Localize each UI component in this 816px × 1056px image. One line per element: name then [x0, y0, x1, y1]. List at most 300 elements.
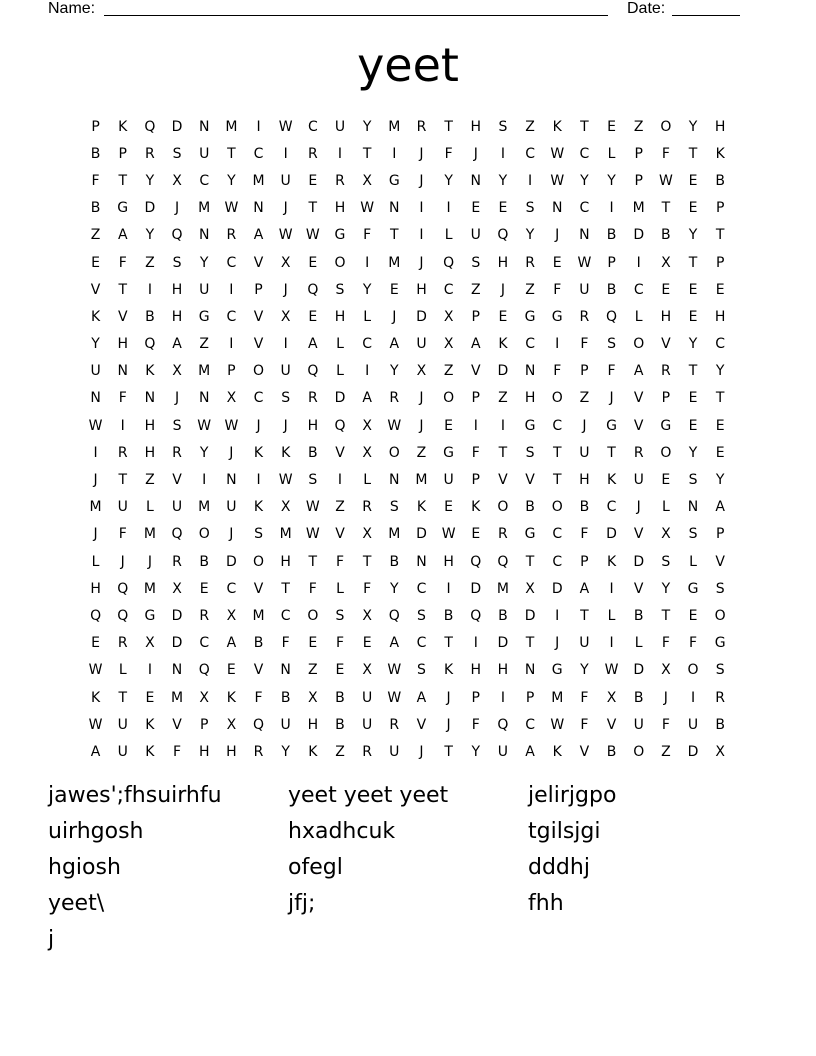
grid-letter: Q: [470, 553, 482, 570]
puzzle-title: yeet: [357, 38, 459, 92]
grid-letter: L: [336, 336, 344, 353]
grid-letter: G: [334, 227, 346, 244]
grid-letter: H: [714, 308, 726, 325]
grid-letter: W: [88, 662, 103, 679]
grid-letter: A: [579, 580, 590, 597]
grid-letter: M: [225, 118, 238, 135]
grid-letter: V: [172, 472, 182, 489]
grid-letter: T: [444, 118, 453, 135]
grid-letter: R: [416, 118, 427, 135]
grid-letter: O: [633, 336, 645, 353]
grid-letter: R: [117, 444, 128, 461]
word-list-item: fhh: [528, 891, 564, 916]
grid-letter: O: [714, 607, 726, 624]
grid-letter: S: [335, 607, 345, 624]
grid-letter: E: [335, 662, 345, 679]
grid-letter: N: [524, 363, 536, 380]
word-list: [48, 782, 768, 962]
grid-letter: F: [335, 635, 345, 652]
grid-letter: Z: [335, 499, 345, 516]
grid-letter: L: [607, 607, 616, 624]
grid-letter: W: [550, 145, 565, 162]
grid-letter: Y: [471, 743, 481, 760]
grid-letter: X: [661, 662, 671, 679]
grid-letter: I: [93, 444, 98, 461]
grid-letter: V: [715, 553, 725, 570]
grid-letter: M: [143, 580, 156, 597]
grid-letter: B: [606, 227, 617, 244]
grid-letter: E: [199, 580, 209, 597]
grid-letter: U: [117, 716, 128, 733]
grid-letter: H: [307, 716, 319, 733]
grid-letter: Z: [498, 390, 508, 407]
grid-letter: I: [202, 472, 207, 489]
grid-letter: D: [687, 743, 699, 760]
grid-letter: J: [446, 689, 451, 706]
grid-letter: N: [171, 662, 183, 679]
grid-letter: Y: [281, 743, 290, 760]
grid-letter: O: [443, 390, 455, 407]
grid-letter: H: [171, 308, 183, 325]
word-list-item: hgiosh: [48, 855, 121, 880]
grid-letter: Z: [525, 281, 535, 298]
grid-letter: J: [419, 172, 424, 189]
grid-letter: K: [471, 499, 481, 516]
grid-letter: M: [198, 499, 211, 516]
grid-letter: I: [473, 417, 478, 434]
grid-letter: T: [688, 363, 698, 380]
grid-letter: D: [171, 118, 183, 135]
grid-letter: I: [229, 281, 234, 298]
grid-letter: X: [280, 308, 291, 325]
word-list-item: jawes';fhsuirhfu: [48, 783, 222, 808]
grid-letter: S: [498, 118, 508, 135]
grid-letter: J: [174, 200, 180, 217]
grid-letter: T: [390, 227, 399, 244]
grid-letter: F: [173, 743, 182, 760]
grid-letter: V: [416, 716, 427, 733]
grid-letter: E: [688, 308, 698, 325]
grid-letter: E: [688, 200, 698, 217]
grid-letter: F: [118, 254, 127, 271]
grid-letter: F: [118, 390, 127, 407]
grid-letter: W: [224, 200, 239, 217]
grid-letter: V: [579, 743, 590, 760]
grid-letter: Y: [580, 662, 589, 679]
grid-letter: I: [365, 363, 370, 380]
grid-letter: S: [417, 662, 426, 679]
grid-letter: E: [688, 172, 698, 189]
grid-letter: V: [525, 472, 535, 489]
grid-letter: C: [579, 200, 590, 217]
grid-letter: J: [147, 553, 152, 570]
grid-letter: H: [470, 118, 482, 135]
grid-letter: S: [254, 526, 263, 543]
grid-letter: M: [496, 580, 509, 597]
grid-letter: Q: [117, 580, 129, 597]
grid-letter: M: [252, 172, 265, 189]
grid-letter: P: [199, 716, 209, 733]
grid-letter: P: [580, 553, 589, 570]
grid-row: [82, 140, 734, 167]
grid-letter: B: [90, 145, 101, 162]
grid-letter: Q: [497, 227, 509, 244]
grid-letter: Y: [444, 172, 453, 189]
grid-letter: W: [278, 227, 293, 244]
grid-letter: E: [688, 390, 698, 407]
grid-letter: B: [633, 607, 644, 624]
grid-letter: V: [661, 336, 671, 353]
grid-letter: X: [443, 308, 454, 325]
grid-letter: H: [443, 553, 454, 570]
grid-letter: F: [580, 716, 589, 733]
grid-letter: U: [90, 363, 101, 380]
grid-letter: T: [118, 281, 128, 298]
grid-letter: T: [444, 635, 453, 652]
grid-letter: S: [308, 472, 318, 489]
grid-letter: Q: [606, 308, 618, 325]
word-list-item: jelirjgpo: [528, 783, 617, 808]
grid-row: [82, 630, 734, 657]
grid-letter: X: [606, 689, 617, 706]
grid-letter: C: [226, 254, 237, 271]
grid-letter: R: [362, 499, 372, 516]
grid-letter: U: [497, 743, 509, 760]
grid-letter: H: [497, 254, 509, 271]
grid-letter: H: [579, 472, 590, 489]
grid-letter: J: [229, 444, 234, 461]
grid-letter: K: [552, 743, 562, 760]
grid-letter: U: [470, 227, 481, 244]
grid-letter: L: [689, 553, 697, 570]
grid-row: [82, 602, 734, 629]
grid-letter: N: [144, 390, 156, 407]
grid-letter: X: [443, 336, 454, 353]
grid-letter: B: [145, 308, 155, 325]
grid-letter: L: [634, 635, 643, 652]
grid-letter: P: [471, 308, 480, 325]
grid-letter: J: [93, 472, 98, 489]
grid-letter: M: [143, 526, 156, 543]
grid-row: [82, 113, 734, 140]
grid-letter: V: [606, 716, 617, 733]
grid-letter: D: [416, 308, 427, 325]
grid-letter: F: [118, 526, 127, 543]
grid-letter: N: [470, 172, 481, 189]
grid-letter: J: [120, 553, 125, 570]
grid-letter: D: [144, 200, 156, 217]
grid-letter: E: [471, 200, 481, 217]
grid-row: [82, 331, 734, 358]
word-list-item: yeet yeet yeet: [288, 783, 449, 808]
grid-letter: E: [688, 281, 698, 298]
grid-letter: X: [199, 689, 209, 706]
grid-letter: T: [118, 172, 128, 189]
grid-letter: L: [363, 308, 372, 325]
grid-row: [82, 738, 734, 765]
grid-letter: Y: [498, 172, 508, 189]
grid-letter: H: [226, 743, 237, 760]
grid-letter: H: [470, 662, 482, 679]
grid-letter: E: [145, 689, 155, 706]
grid-letter: R: [715, 689, 726, 706]
grid-letter: H: [307, 417, 319, 434]
grid-letter: K: [118, 118, 128, 135]
grid-letter: X: [226, 390, 237, 407]
word-list-item: hxadhcuk: [288, 819, 396, 844]
grid-letter: L: [145, 499, 154, 516]
grid-letter: B: [280, 689, 291, 706]
grid-letter: R: [660, 363, 671, 380]
grid-letter: B: [335, 689, 345, 706]
grid-letter: E: [444, 499, 454, 516]
grid-letter: L: [118, 662, 127, 679]
grid-letter: X: [362, 417, 372, 434]
grid-letter: W: [387, 417, 402, 434]
grid-letter: F: [91, 172, 100, 189]
grid-letter: E: [308, 172, 318, 189]
grid-letter: G: [524, 308, 536, 325]
grid-letter: P: [580, 363, 589, 380]
grid-letter: S: [607, 336, 616, 353]
grid-letter: Z: [199, 336, 209, 353]
grid-letter: X: [172, 580, 182, 597]
grid-letter: W: [604, 662, 619, 679]
grid-letter: O: [253, 553, 265, 570]
grid-letter: M: [252, 607, 265, 624]
grid-letter: C: [525, 336, 535, 353]
grid-letter: W: [224, 417, 239, 434]
grid-letter: P: [715, 526, 725, 543]
grid-letter: C: [633, 281, 644, 298]
grid-letter: Q: [307, 281, 319, 298]
grid-letter: F: [580, 689, 589, 706]
grid-letter: E: [389, 281, 399, 298]
grid-letter: L: [634, 308, 643, 325]
grid-letter: H: [334, 308, 346, 325]
grid-letter: K: [444, 662, 454, 679]
grid-letter: Y: [525, 227, 535, 244]
grid-letter: C: [253, 390, 264, 407]
grid-letter: A: [308, 336, 318, 353]
grid-letter: N: [117, 363, 128, 380]
grid-letter: F: [254, 689, 263, 706]
grid-row: [82, 575, 734, 602]
grid-letter: S: [172, 145, 182, 162]
grid-letter: K: [281, 444, 291, 461]
grid-letter: H: [280, 553, 291, 570]
grid-letter: M: [279, 526, 292, 543]
grid-letter: Y: [715, 363, 725, 380]
grid-letter: O: [551, 390, 563, 407]
grid-letter: I: [609, 635, 614, 652]
grid-letter: H: [198, 743, 210, 760]
grid-letter: C: [552, 526, 563, 543]
grid-letter: F: [471, 716, 480, 733]
grid-letter: A: [416, 689, 427, 706]
grid-letter: F: [281, 635, 290, 652]
grid-row: [82, 521, 734, 548]
grid-letter: C: [552, 553, 563, 570]
grid-letter: Q: [144, 336, 156, 353]
grid-row: [82, 494, 734, 521]
grid-letter: E: [444, 417, 454, 434]
grid-letter: I: [473, 635, 478, 652]
grid-letter: S: [688, 472, 698, 489]
grid-letter: R: [579, 308, 590, 325]
grid-letter: S: [525, 444, 535, 461]
grid-letter: P: [118, 145, 127, 162]
grid-letter: Z: [90, 227, 101, 244]
word-list-item: tgilsjgi: [528, 819, 601, 844]
grid-letter: T: [552, 444, 562, 461]
grid-letter: I: [555, 336, 560, 353]
grid-row: [82, 222, 734, 249]
grid-letter: U: [362, 689, 373, 706]
grid-letter: F: [444, 145, 453, 162]
grid-letter: H: [660, 308, 672, 325]
grid-letter: Q: [144, 118, 156, 135]
grid-letter: E: [552, 254, 562, 271]
grid-letter: Y: [362, 281, 372, 298]
grid-letter: P: [471, 472, 480, 489]
grid-letter: I: [609, 580, 614, 597]
grid-letter: I: [500, 689, 505, 706]
grid-letter: S: [471, 254, 481, 271]
grid-letter: J: [609, 390, 614, 407]
grid-letter: U: [280, 172, 291, 189]
grid-letter: C: [226, 580, 237, 597]
grid-letter: U: [117, 499, 128, 516]
grid-letter: U: [443, 472, 454, 489]
grid-letter: U: [199, 281, 210, 298]
grid-letter: K: [308, 743, 318, 760]
grid-row: [82, 412, 734, 439]
grid-letter: Y: [688, 444, 698, 461]
grid-letter: Q: [171, 227, 183, 244]
grid-letter: U: [334, 118, 346, 135]
grid-letter: J: [392, 308, 397, 325]
grid-letter: T: [118, 689, 128, 706]
grid-letter: J: [446, 716, 451, 733]
grid-letter: U: [633, 472, 644, 489]
grid-letter: O: [660, 118, 672, 135]
grid-letter: W: [658, 172, 673, 189]
grid-letter: P: [525, 689, 535, 706]
grid-letter: G: [660, 417, 672, 434]
grid-letter: H: [497, 662, 509, 679]
grid-letter: G: [443, 444, 455, 461]
grid-letter: T: [444, 743, 453, 760]
grid-letter: W: [387, 689, 402, 706]
grid-letter: R: [498, 526, 508, 543]
grid-letter: A: [633, 363, 644, 380]
grid-letter: A: [389, 635, 400, 652]
grid-letter: J: [283, 281, 288, 298]
grid-letter: W: [197, 417, 212, 434]
grid-letter: H: [117, 336, 128, 353]
grid-row: [82, 249, 734, 276]
grid-letter: X: [661, 526, 671, 543]
grid-letter: L: [91, 553, 100, 570]
grid-letter: V: [335, 526, 345, 543]
grid-letter: F: [363, 580, 372, 597]
grid-letter: P: [471, 390, 480, 407]
grid-letter: W: [88, 716, 103, 733]
grid-letter: Y: [688, 118, 698, 135]
grid-letter: R: [199, 607, 210, 624]
grid-letter: X: [362, 444, 372, 461]
grid-letter: W: [550, 172, 565, 189]
grid-letter: B: [606, 281, 617, 298]
grid-letter: I: [419, 200, 424, 217]
grid-letter: D: [633, 227, 645, 244]
grid-letter: X: [172, 172, 182, 189]
grid-letter: K: [226, 689, 236, 706]
grid-letter: B: [335, 716, 345, 733]
grid-letter: P: [91, 118, 100, 135]
grid-letter: L: [336, 580, 344, 597]
grid-letter: T: [661, 200, 671, 217]
grid-letter: S: [335, 281, 345, 298]
grid-letter: Y: [688, 227, 698, 244]
grid-letter: E: [91, 635, 100, 652]
grid-row: [82, 358, 734, 385]
grid-letter: X: [280, 254, 291, 271]
grid-letter: Y: [91, 336, 100, 353]
grid-letter: F: [580, 336, 589, 353]
grid-letter: B: [199, 553, 209, 570]
grid-letter: F: [580, 526, 589, 543]
grid-letter: H: [714, 118, 726, 135]
grid-letter: W: [441, 526, 456, 543]
grid-row: [82, 167, 734, 194]
grid-letter: A: [90, 743, 101, 760]
grid-letter: Y: [390, 580, 399, 597]
grid-letter: D: [470, 580, 482, 597]
grid-letter: L: [661, 499, 670, 516]
grid-letter: J: [174, 390, 180, 407]
grid-letter: E: [308, 308, 318, 325]
grid-letter: K: [253, 499, 264, 516]
grid-letter: P: [661, 390, 671, 407]
grid-letter: C: [280, 607, 291, 624]
grid-letter: B: [633, 689, 644, 706]
grid-letter: E: [498, 308, 508, 325]
grid-letter: G: [117, 200, 129, 217]
grid-letter: E: [688, 607, 698, 624]
grid-letter: F: [308, 580, 317, 597]
grid-letter: R: [335, 172, 345, 189]
grid-letter: T: [552, 472, 562, 489]
grid-letter: X: [308, 689, 318, 706]
grid-letter: P: [471, 689, 480, 706]
grid-letter: F: [661, 145, 670, 162]
grid-letter: R: [307, 145, 318, 162]
word-list-item: dddhj: [528, 855, 590, 880]
grid-letter: Q: [388, 607, 400, 624]
grid-letter: N: [551, 200, 563, 217]
grid-letter: X: [416, 363, 427, 380]
grid-letter: U: [579, 281, 590, 298]
grid-letter: U: [226, 499, 237, 516]
grid-letter: D: [524, 607, 536, 624]
grid-letter: U: [199, 145, 210, 162]
grid-letter: M: [198, 363, 211, 380]
grid-letter: H: [144, 444, 156, 461]
grid-letter: C: [443, 281, 454, 298]
grid-letter: Y: [390, 363, 399, 380]
